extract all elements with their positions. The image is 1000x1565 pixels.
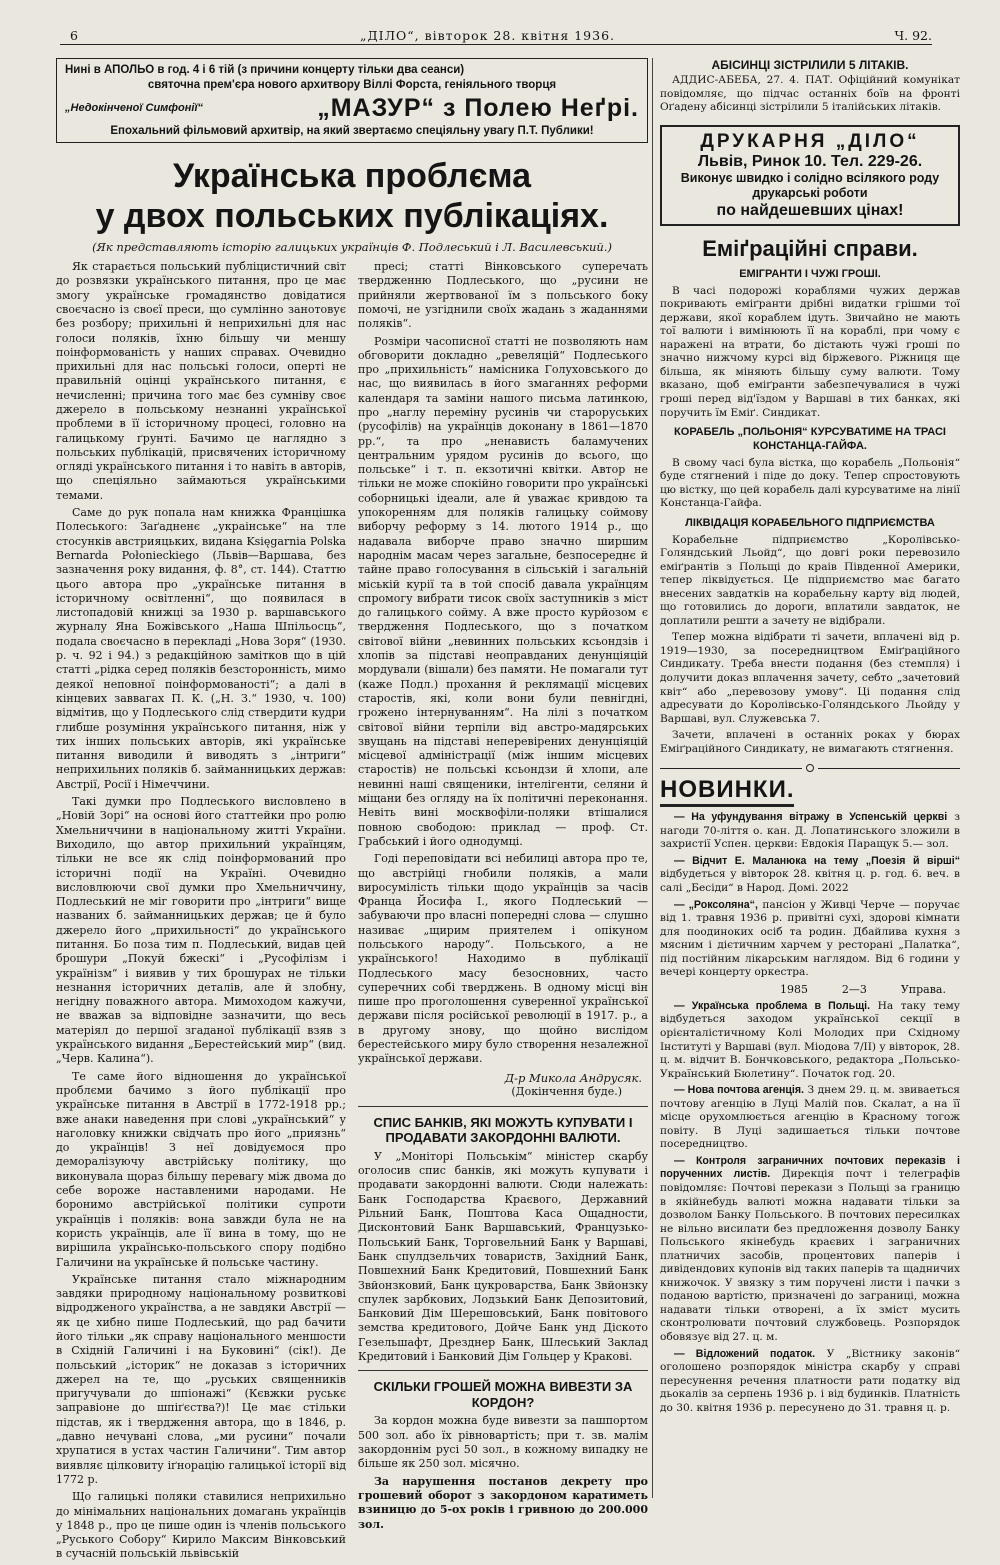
news-item-text: відбудеться у вівторок 28. квітня ц. р. год. 6. веч. в салі „Бесіди“ в Народ. Домі. 2022 <box>660 868 960 895</box>
news-item-text: пансіон у Живці Черче — поручає від 1. травня 1936 р. привітні сухі, здорові кімнати для поодиноких осіб та родин. Дбайлива кухня з мясним і дієтичним харчем у ресторані „Палатка“, під постійним лікарським наглядом. Від 6 години у вечері концерту оркестра. <box>660 898 960 979</box>
news-item-lead: — Контроля заграничних почтових переказів і порученних листів. <box>660 1154 960 1181</box>
column-divider <box>652 58 653 1498</box>
cinema-ad-film-title: „МАЗУР“ з Полею Неґрі. <box>317 94 639 123</box>
banks-body: У „Моніторі Польськім“ міністер скарбу оголосив спис банків, які можуть купувати і продавати закордонні валюти. Сюди належать: Банк Господарства Краєвого, Державний Рільний Банк, Поштова Каса Ощадности, Дисконтовий Банк Варшавський, Французько-Польський Банк, Торговельний Банк у Варшаві, Банк спулдзельчих товариств, Західний Банк, Повшехний Банк Кредитовий, Повшехний Банк Звйонзковий, Банк цукроварства, Банк Звйонзку спулек зарбкових, Лодзький Банк Депозитовий, Банковий Дім Шерешовський, Банк повітового земства кредитового, Дойче Банк унд Діското Гезельшафт, Дрезднер Банк, Шлеський Заклад Кредитовий і Банковий Дім Гольцер у Кракові. <box>358 1149 648 1363</box>
masthead <box>60 26 932 45</box>
article-paragraph: Такі думки про Подлеського висловлено в „Новій Зорі“ на основі його статтейки про ролю Хмельниччини в національному житті України. Виходило, що автор прихильний українцям, тільки не все як слід поінформований про історичні події на Україні. Очевидно висловлюючи свої думки про Хмельниччину, Подлеський не міг говорити про „інтриги“ вище названих б. займанницьких держав; це й було джерело його „прихильності“ до українського питання. Бо поза тим п. Подлеський, видав цей брошури „Покуй бжескі“ і „Русофілізм і українізм“ і виявив у тих брошурах не тільки незнання історичних деталів, але й злобну, негідну поважного автора. Мимоходом кажучи, не вважав за відповідне зазначити, що весь матеріял до першої згаданої публікації взяв з українського видання „Берестейський мир“ (вид. „Черв. Калина“). <box>56 795 346 1066</box>
author-signature: Д-р Микола Андрусяк. <box>504 1070 642 1085</box>
news-item-lead: — Відчит Е. Маланюка на тему „Поезія й вірші“ <box>674 854 960 867</box>
news-item-lead: — Відложений податок. <box>674 1347 816 1360</box>
article-paragraph: Що галицькі поляки ставилися неприхильно до мінімальних національних домагань українців у 1848 р., про це пише один із членів польського „Руського Собору“ Кирило Максим Вінковський в сучасній польській львівській <box>56 1490 346 1561</box>
right-column <box>660 58 960 1508</box>
banks-title: СПИС БАНКІВ, ЯКІ МОЖУТЬ КУПУВАТИ І ПРОДАВАТИ ЗАКОРДОННІ ВАЛЮТИ. <box>373 1114 633 1146</box>
left-column <box>56 58 648 1561</box>
emigration-body2: В свому часі була вістка, що корабель „Польонія“ буде стягнений і піде до доку. Тепер спростовують цю вістку, що цей корабель далі курсуватиме на лінії Констанца-Гайфа. <box>660 456 960 510</box>
news-item <box>660 1155 960 1345</box>
emigration-body3a: Корабельне підприємство „Королівсько-Голяндський Льойд“, що довгі роки перевозило еміґрантів з Польщі до краів Південної Америки, тепер ліквідується. Це підприємство має багато внесених завдатків на корабельну карту від людей, що готовились до дороги, вплатили завдаток, не доплатили решти а зачету не відібрали. <box>660 533 960 627</box>
news-item <box>660 855 960 896</box>
news-item-text: У „Вістнику законів“ оголошено розпорядок міністра скарбу у справі пересунення речення платности рати податку від дьокалів за серпень 1936 р. і від будинків. Платність до 30. квітня 1936 р. пересунено до 31. травня ц. р. <box>660 1347 960 1414</box>
news-item-text: З днем 29. ц. м. звиваеться почтову агенцію в Луці Малій пов. Скалат, а на її місце орухомлюється агенцію в Красному тогож повіту. В Луці задишаеться тільки почтове посередництво. <box>660 1084 960 1151</box>
printing-ad-body: Виконує швидко і солідно всілякого роду друкарські роботи <box>680 170 940 201</box>
article-paragraph: Як старається польський публіцистичний світ до розвязки українського питання, про це має змогу українське громадянство довідатися своєчасно із своєї преси, що сумлінно занотовує без розбору; прихильні й неприхильні для нас голоси поляків, їхню більшу чи меншу поінформованість у наших справах. Очевидно прихильні для нас польські голоси, оперті не правильній оцінці українського питання, є нечисленні; причина того має без сумніву своє джерело в польському незнанні української проблеми в її історичному процесі, головно на галицькому ґрунті. Бачимо це наглядно з польських публікацій, присвячених історичному огляді українського питання і то навіть в авторів, що спеціяльно займаються українськими темами. <box>56 260 346 502</box>
emigration-sub2: КОРАБЕЛЬ „ПОЛЬОНІЯ“ КУРСУВАТИМЕ НА ТРАСІ КОНСТАНЦА-ГАЙФА. <box>674 426 946 452</box>
news-item-text: Дирекція почт і телеграфів повідомляє: Почтові перекази з Польщі за границю в якійнебудь валюті можна надавати тільки за дозволом Банку Польського. В почтових пересилках не вільно висилати без предложення дозволу Банку Польського якінебудь краєвих і заграничних платничих засобів, процентових паперів і дивідендових купонів від таких паперів та щадничих книжочок. У звязку з тим поручені листи і пачки з поданою вартістю, призначені до заграниці, можна надавати тільки отворені, а їх зміст мусить сконтролювати почтовий службовець. Розпорядок обовязує від 27. ц. м. <box>660 1168 960 1343</box>
article-paragraph: Саме до рук попала нам книжка Францішка Полеського: Заґадненє „украінське“ на тле стосунків австрияцьких, видана Księgarnia Polska Bernarda Połonieckiego (Львів—Варшава, без зазначення року видання, ф. 8°, ст. 144). Статтю цього автора про „українське питання в історичному освітленні“, що появилася в листопадовій книжці за 1930 р. варшавського журналу Яна Божівського „Наша Шпільосць“, подала своєчасно в перекладі „Нова Зоря“ (1930. р. ч. 92 і 94.) з редакційною замітков що в цій статті „рідка серед поляків безсторонність, мимо деякої неповної поінформованості“; а далі в кінцевих заввагах П. К. („Н. З.“ 1930, ч. 100) відмітив, що у Подлеського слід ствердити кудри глибше розуміння українського питання, ніж у тих інших польських авторів, які українське питання виводили й виводять з „інтриги“ неприхильних поляків б. займанницьких держав: Австрії, Росії і Німеччини. <box>56 506 346 791</box>
news-title: НОВИНКИ. <box>660 776 794 807</box>
article-paragraph: пресі; статті Вінковського суперечать твердженню Подлеського, що „русини не прийняли жертвованої їм з польського боку помочі, не узгіднили своїх жадань з жаданнями поляків“. <box>358 260 648 331</box>
emigration-sub1: ЕМІГРАНТИ І ЧУЖІ ГРОШІ. <box>739 267 881 280</box>
ornament-divider <box>660 764 960 772</box>
news-item <box>660 1348 960 1416</box>
page-number: 6 <box>70 28 78 43</box>
article-paragraph: Розміри часописної статті не позволяють нам обговорити докладно „ревеляцій“ Подлеського про „прихильність“ намісника Голуховського до нас, що виявилась в його змаганнях реформи календаря та заміни нашого письма латинкою, про „наглу переміну русинів чи староруських (русофілів) на українців доконану в 1861—1870 рр.“, та про „ненависть баламучених центральним урядом русинів до всього, що польське“ і т. п. екзотичні квітки. Автор не тільки не може спокійно говорити про українські соборницькі ідеали, але й уважає кривдою та упокоренням для поляків галицьку соймову виборчу реформу з 14. лютого 1914 р., що надавала виборче право значно ширшим народнім масам через загальне, безпосереднє й тайне право голосування в сільській і загальній міській курії та в той спосіб давала українцям спромогу вибрати тисок своїх заступників з міст до галицького сойму. А вже просто курйозом є твердження Подлеського, що з початком світової війни „невинних польських ксьондзів і хлопів за підставі неоправданих денунціяцій мордували (вішали) без памяти. Не помагали тут (каже Подл.) прохання й реклямації місцевих старостів, які, коли вони були певнігдні, грожено інтернуванням“. На лілі з початком світової війни терпіли від австро-мадярських звущань на підставі неперевірених денунціяцій місцевої адміністрації (між іншим місцевих старостів) не польські ксьондзи й хлопи, але невинні наші священики, інтелігенти, селяни й міщани без огляду на їх політичні переконання. Невіть вині москвофіли-поляки втішалися повною свободою: приклад — проф. Ст. Грабський і його однодумці. <box>358 334 648 848</box>
article-body <box>56 260 648 1565</box>
news-signature-line <box>660 983 960 996</box>
emigration-body3b: Тепер можна відібрати ті зачети, вплачені від р. 1919—1930, за посередництвом Еміґраційного Синдикату. Треба внести подання (без стемпля) і долучити доказ вплачення зачету, себто „зачетовий квіт“ або „перевозову умову“. Ці подання слід адресувати до Королівсько-Голяндського Льойду у Варшаві, вул. Служевська 7. <box>660 631 960 725</box>
money-note: За нарушення постанов декрету про грошевий оборот з закордоном каратиметь взиницю до 5-ох років і гривною до 200.000 зол. <box>358 1474 648 1531</box>
news-item-lead: — На уфундування вітражу в Успенській церкві <box>674 811 948 824</box>
cinema-ad-film-note: „Недокінченої Симфонії“ <box>65 102 204 115</box>
article-col1 <box>56 260 346 1565</box>
ornament-dot-icon <box>806 764 814 772</box>
cinema-ad-title-row <box>65 92 639 124</box>
article-subhead: (Як представляють історію галицьких українців Ф. Подлеський і Л. Василевський.) <box>92 240 612 255</box>
section-rule <box>358 1106 648 1107</box>
article-paragraph: Годі переповідати всі небилиці автора про те, що австрійці гнобили поляків, а мали виросумілість тільки щодо українців за часів Франца Йосифа I., якого Подлеський — забуваючи про власні попередні слова — слушно називає „щирим приятелем і опікуном польського народу“. Польського, а не українського! Находимо в публікації Подлеського масу безосновних, часто суперечних собі тверджень. В одному місці він пише про проголошення суверенної української держави після російської революції в 1917. р., а в другому знову, що щойно вислідом берестейського миру було створення незалежної української держави. <box>358 852 648 1066</box>
news-signature-year: 1985 <box>780 982 808 996</box>
news-item <box>660 1084 960 1152</box>
article-paragraph: Українське питання стало міжнародним завдяки природному національному розвиткові відродженого українства, а не завдяки Австрії — як це хибно пише Подлеський, що рад бачити його тільки „як справу національного меншости в Східній Галичині і на Буковині“ (сік!). Де польський „історик“ не доказав з історичних джерел на те, що „руських священників пригучували до шпіонажі“ (Кєвжки руськє заправіоне до шпіґєства?)! Це має стільки підстав, як і твердження автора, що в 1846, р. „давно нечувані слова, „ми русини“ почали хрупатися в устах частин Галичини“. Тим автор виявляє цілковиту іґнорацію галицької історії від 1772 р. <box>56 1272 346 1486</box>
money-body: За кордон можна буде вивезти за пашпортом 500 зол. або їх рівновартість; при т. зв. малім закордоннім русі 50 зол., в кожному випадку не більше як 250 зол. місячно. <box>358 1414 648 1471</box>
headline-line2: у двох польських публікаціях. <box>95 196 609 235</box>
news-item-lead: — Українська проблема в Польщі. <box>674 999 871 1012</box>
issue-number: Ч. 92. <box>894 28 932 43</box>
news-list <box>660 811 960 1415</box>
article-paragraph: Те саме його відношення до української проблєми бачимо з його публікації про українське питання в Австрії в 1772-1918 рр.; вже анаки наведення при слові „український“ у наголовку книжки свідчать про його „приязнь“ до українців! З неї довідуємося про деморалізуючу австрійську політику, що виконувала щораз більшу перевагу між двома до себе вороже наставленими народами. Не боронимо австрійської політики супроти українців і поляків: вона завжди була не на користь українців, але її вина в тому, що не вирішила українсько-польського спору подібно Галичини на українське й польське частину. <box>56 1069 346 1269</box>
cinema-ad-line1: Нині в АПОЛЬО в год. 4 і 6 тій (з причини концерту тільки два сеанси) <box>65 64 465 76</box>
headline-line1: Українська проблєма <box>172 157 532 196</box>
article-col2 <box>358 260 648 1565</box>
abyssinia-title: АБІСИНЦІ ЗІСТРІЛИЛИ 5 ЛІТАКІВ. <box>711 58 909 72</box>
printing-ad-address: Львів, Ринок 10. Тел. 229-26. <box>697 152 923 170</box>
cinema-ad-line4: Епохальний фільмовий архитвір, на який звертаємо спеціяльну увагу П.Т. Публики! <box>110 125 594 138</box>
money-title: СКІЛЬКИ ГРОШЕЙ МОЖНА ВИВЕЗТИ ЗА КОРДОН? <box>373 1379 633 1410</box>
printing-ad <box>660 125 960 226</box>
news-signature-org: Управа. <box>900 982 946 996</box>
emigration-body3c: Зачети, вплачені в останніх роках у бюрах Еміґраційного Синдикату, не вимагають стягнення. <box>660 729 960 755</box>
emigration-body1: В часі подорожі кораблями чужих держав покривають еміґранти дрібні видатки грішми тої держави, якої кораблем ідуть. Звичайно не мають тої валюти і вимінюють її на кораблі, при чому є наражені на втрати, бо дістають чужі гроші по значно нижчому курсі від біржевого. Ріжниця ще більша, як міняють більшу суму валюти. Тому вказано, щоб еміґранти забезпечувалися в чужі гроші перед від'їздом у Варшаві в тих банках, які поручить їм Еміґ. Синдикат. <box>660 284 960 419</box>
news-signature-num: 2—3 <box>841 982 867 996</box>
abyssinia-body: АДДИС-АБЕБА, 27. 4. ПАТ. Офіційний комунікат повідомляє, що підчас останніх боїв на фронті Оґадену абісинці зістрілили 5 італійських літаків. <box>660 74 960 114</box>
paper-date: „ДІЛО“, вівторок 28. квітня 1936. <box>360 28 616 43</box>
printing-ad-name: ДРУКАРНЯ „ДІЛО“ <box>700 130 920 152</box>
cinema-ad <box>56 58 648 143</box>
news-item-text: з нагоди 70-ліття о. кан. Д. Лопатинського зложили в захристії Успен. церкви: Евдокія Паращук 5.— зол. <box>660 811 960 851</box>
emigration-title: Еміґраційні справи. <box>702 235 918 261</box>
news-item-lead: — Нова почтова агенція. <box>674 1084 804 1097</box>
emigration-sub3: ЛІКВІДАЦІЯ КОРАБЕЛЬНОГО ПІДПРИЄМСТВА <box>685 516 935 529</box>
continuation-note: (Докінчення буде.) <box>511 1084 622 1098</box>
cinema-ad-line2: святочна прем'єра нового архитвору Віллі Форста, геніяльного творця <box>147 78 557 91</box>
section-rule <box>358 1370 648 1371</box>
news-item-lead: — „Роксоляна“, <box>674 898 758 911</box>
news-item <box>660 811 960 852</box>
news-item <box>660 1000 960 1081</box>
article-headline <box>56 157 648 236</box>
news-item-text: На таку тему відбудеться заходом української секції в орієнталістичному Колі Молодих при Східному Інституті у Варшаві (вул. Міодова 7/II) у вівторок, 28. ц. м. відчит В. Бончковського, редактора „Польсько-Український Бюлетину“. Початок год. 20. <box>660 999 960 1080</box>
printing-ad-price: по найдешевших цінах! <box>716 201 904 219</box>
news-item <box>660 899 960 980</box>
